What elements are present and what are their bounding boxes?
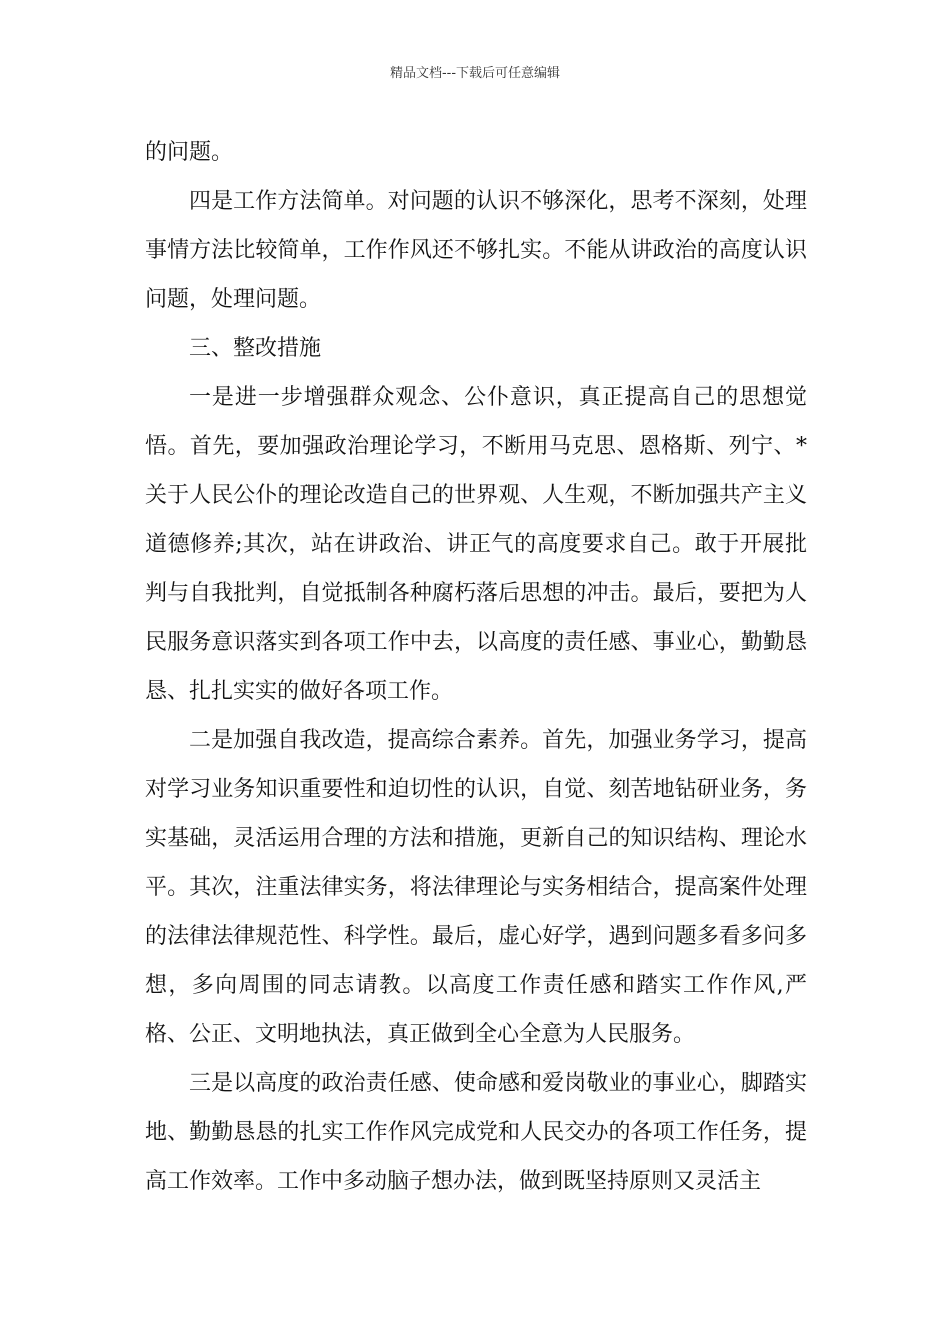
paragraph-5: 三是以高度的政治责任感、使命感和爱岗敬业的事业心，脚踏实地、勤勤恳恳的扎实工作作风完成党和人民交办的各项工作任务，提高工作效率。工作中多动脑子想办法，做到既坚持原则又灵活主 <box>145 1071 807 1194</box>
paragraph-1: 的问题。 <box>145 140 234 165</box>
document-body <box>145 128 807 1206</box>
paragraph-2: 四是工作方法简单。对问题的认识不够深化，思考不深刻，处理事情方法比较简单，工作作风还不够扎实。不能从讲政治的高度认识问题，处理问题。 <box>145 189 807 312</box>
section-heading: 三、整改措施 <box>189 336 322 361</box>
paragraph-4: 二是加强自我改造，提高综合素养。首先，加强业务学习，提高对学习业务知识重要性和迫切性的认识，自觉、刻苦地钻研业务，务实基础，灵活运用合理的方法和措施，更新自己的知识结构、理论水平。其次，注重法律实务，将法律理论与实务相结合，提高案件处理的法律法律规范性、科学性。最后，虚心好学，遇到问题多看多问多想，多向周围的同志请教。以高度工作责任感和踏实工作作风,严格、公正、文明地执法，真正做到全心全意为人民服务。 <box>145 728 807 1047</box>
page-header: 精品文档---下载后可任意编辑 <box>389 66 561 81</box>
paragraph-3: 一是进一步增强群众观念、公仆意识，真正提高自己的思想觉悟。首先，要加强政治理论学习，不断用马克思、恩格斯、列宁、*关于人民公仆的理论改造自己的世界观、人生观，不断加强共产主义道德修养;其次，站在讲政治、讲正气的高度要求自己。敢于开展批判与自我批判，自觉抵制各种腐朽落后思想的冲击。最后，要把为人民服务意识落实到各项工作中去，以高度的责任感、事业心，勤勤恳恳、扎扎实实的做好各项工作。 <box>145 385 807 704</box>
